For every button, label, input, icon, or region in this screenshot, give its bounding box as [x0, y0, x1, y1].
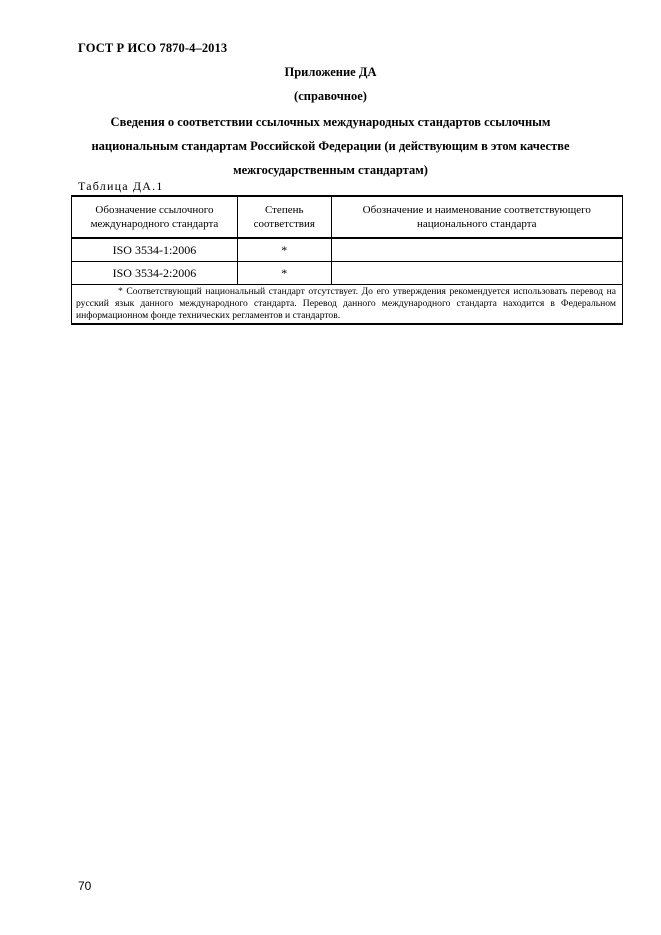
table-row: [72, 262, 623, 285]
annex-description: [0, 110, 661, 182]
header-international-standard: Обозначение ссылочного международного стандарта: [72, 196, 238, 238]
footnote-text: * Соответствующий национальный стандарт отсутствует. До его утверждения рекомендуется использовать перевод на русский язык данного международного стандарта. Перевод данного международного стандарта находится в Федеральном информационном фонде технических регламентов и стандартов.: [76, 286, 616, 321]
annex-description-line: национальным стандартам Российской Федерации (и действующим в этом качестве: [91, 139, 570, 153]
cell-degree: *: [237, 238, 331, 262]
annex-title: Приложение ДА: [284, 65, 377, 79]
cell-international-standard: ISO 3534-2:2006: [72, 262, 238, 285]
annex-subtitle: (справочное): [294, 89, 367, 103]
cell-national-standard: [331, 262, 622, 285]
cell-international-standard: ISO 3534-1:2006: [72, 238, 238, 262]
page-number: 70: [78, 879, 92, 893]
annex-description-line: межгосударственным стандартам): [233, 163, 428, 177]
annex-description-line: Сведения о соответствии ссылочных международных стандартов ссылочным: [110, 115, 551, 129]
cell-degree: *: [237, 262, 331, 285]
header-degree-of-correspondence: Степень соответствия: [237, 196, 331, 238]
header-national-standard: Обозначение и наименование соответствующего национального стандарта: [331, 196, 622, 238]
table-header-row: [72, 196, 623, 238]
table-row: [72, 238, 623, 262]
table-caption: Таблица ДА.1: [78, 179, 164, 193]
correspondence-table: [71, 195, 623, 325]
table-footnote: [72, 285, 623, 325]
cell-national-standard: [331, 238, 622, 262]
standard-code-header: ГОСТ Р ИСО 7870-4–2013: [78, 41, 228, 55]
table-footnote-row: [72, 285, 623, 325]
